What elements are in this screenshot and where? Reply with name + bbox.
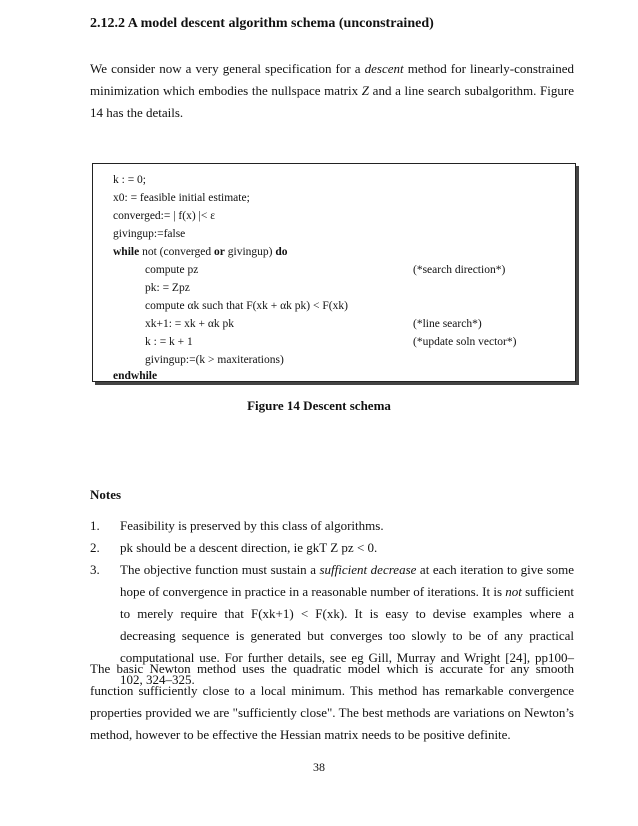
algorithm-line: xk+1: = xk + αk pk <box>145 318 235 330</box>
algorithm-box <box>92 163 576 382</box>
intro-text-1: We consider now a very general specification for a <box>90 61 365 76</box>
section-heading: 2.12.2 A model descent algorithm schema (unconstrained) <box>90 16 434 31</box>
algorithm-line: k : = k + 1 <box>145 336 193 348</box>
algorithm-line: compute αk such that F(xk + αk pk) < F(xk) <box>145 300 348 312</box>
intro-paragraph <box>90 58 574 124</box>
note-number: 2. <box>90 540 100 555</box>
intro-variable: Z <box>361 83 370 98</box>
while-condition: not (converged <box>139 246 215 258</box>
intro-emphasis: descent <box>364 61 404 76</box>
intro-text-3: and a line search subalgorithm. Figure 14 has the details. <box>90 83 574 120</box>
note-emphasis: not <box>505 584 522 599</box>
note-number: 1. <box>90 518 100 533</box>
algorithm-comment: (*update soln vector*) <box>413 336 517 348</box>
algorithm-line: givingup:=false <box>113 228 186 240</box>
figure-caption: Figure 14 Descent schema <box>247 398 391 413</box>
algorithm-line: converged:= | f(x) |< ε <box>113 210 216 222</box>
note-text-part: The objective function must sustain a <box>120 562 320 577</box>
algorithm-line: k : = 0; <box>113 174 147 186</box>
keyword-or: or <box>214 246 225 258</box>
notes-title: Notes <box>90 487 122 502</box>
algorithm-line: givingup:=(k > maxiterations) <box>145 354 284 366</box>
keyword-do: do <box>275 246 288 258</box>
note-text: Feasibility is preserved by this class of algorithms. <box>120 518 384 533</box>
note-item <box>90 537 574 559</box>
algorithm-line: pk: = Zpz <box>145 282 190 294</box>
page-number: 38 <box>313 760 325 774</box>
algorithm-line: x0: = feasible initial estimate; <box>113 192 250 204</box>
note-emphasis: sufficient decrease <box>319 562 417 577</box>
note-item <box>90 515 574 537</box>
intro-text-2: method for linearly-constrained minimization which embodies the nullspace matrix <box>90 61 574 98</box>
closing-paragraph: The basic Newton method uses the quadratic model which is accurate for any smooth function sufficiently close to a local minimum. This method has remarkable convergence properties provided we are "sufficiently close". The best methods are variations on Newton’s method, however to be effective the Hessian matrix needs to be positive definite. <box>90 661 574 742</box>
algorithm-comment: (*line search*) <box>413 318 482 330</box>
note-text-part: at each iteration to give some hope of convergence in practice in a reasonable number of iterations. It is <box>120 562 575 599</box>
keyword-while: while <box>113 246 140 258</box>
note-text-part: sufficient to merely require that F(xk+1) < F(xk). It is easy to devise examples where a decreasing sequence is generated but converges too slowly to be of any practical computational use. For further details, see eg Gill, Murray and Wright [24], pp100–102, 324–325. <box>120 584 575 687</box>
note-text: pk should be a descent direction, ie gkT Z pz < 0. <box>120 540 378 555</box>
algorithm-line: compute pz <box>145 264 199 276</box>
while-condition-end: givingup) <box>224 246 276 258</box>
algorithm-while-line <box>113 244 288 261</box>
algorithm-comment: (*search direction*) <box>413 264 506 276</box>
keyword-endwhile: endwhile <box>113 370 158 382</box>
note-number: 3. <box>90 562 100 577</box>
